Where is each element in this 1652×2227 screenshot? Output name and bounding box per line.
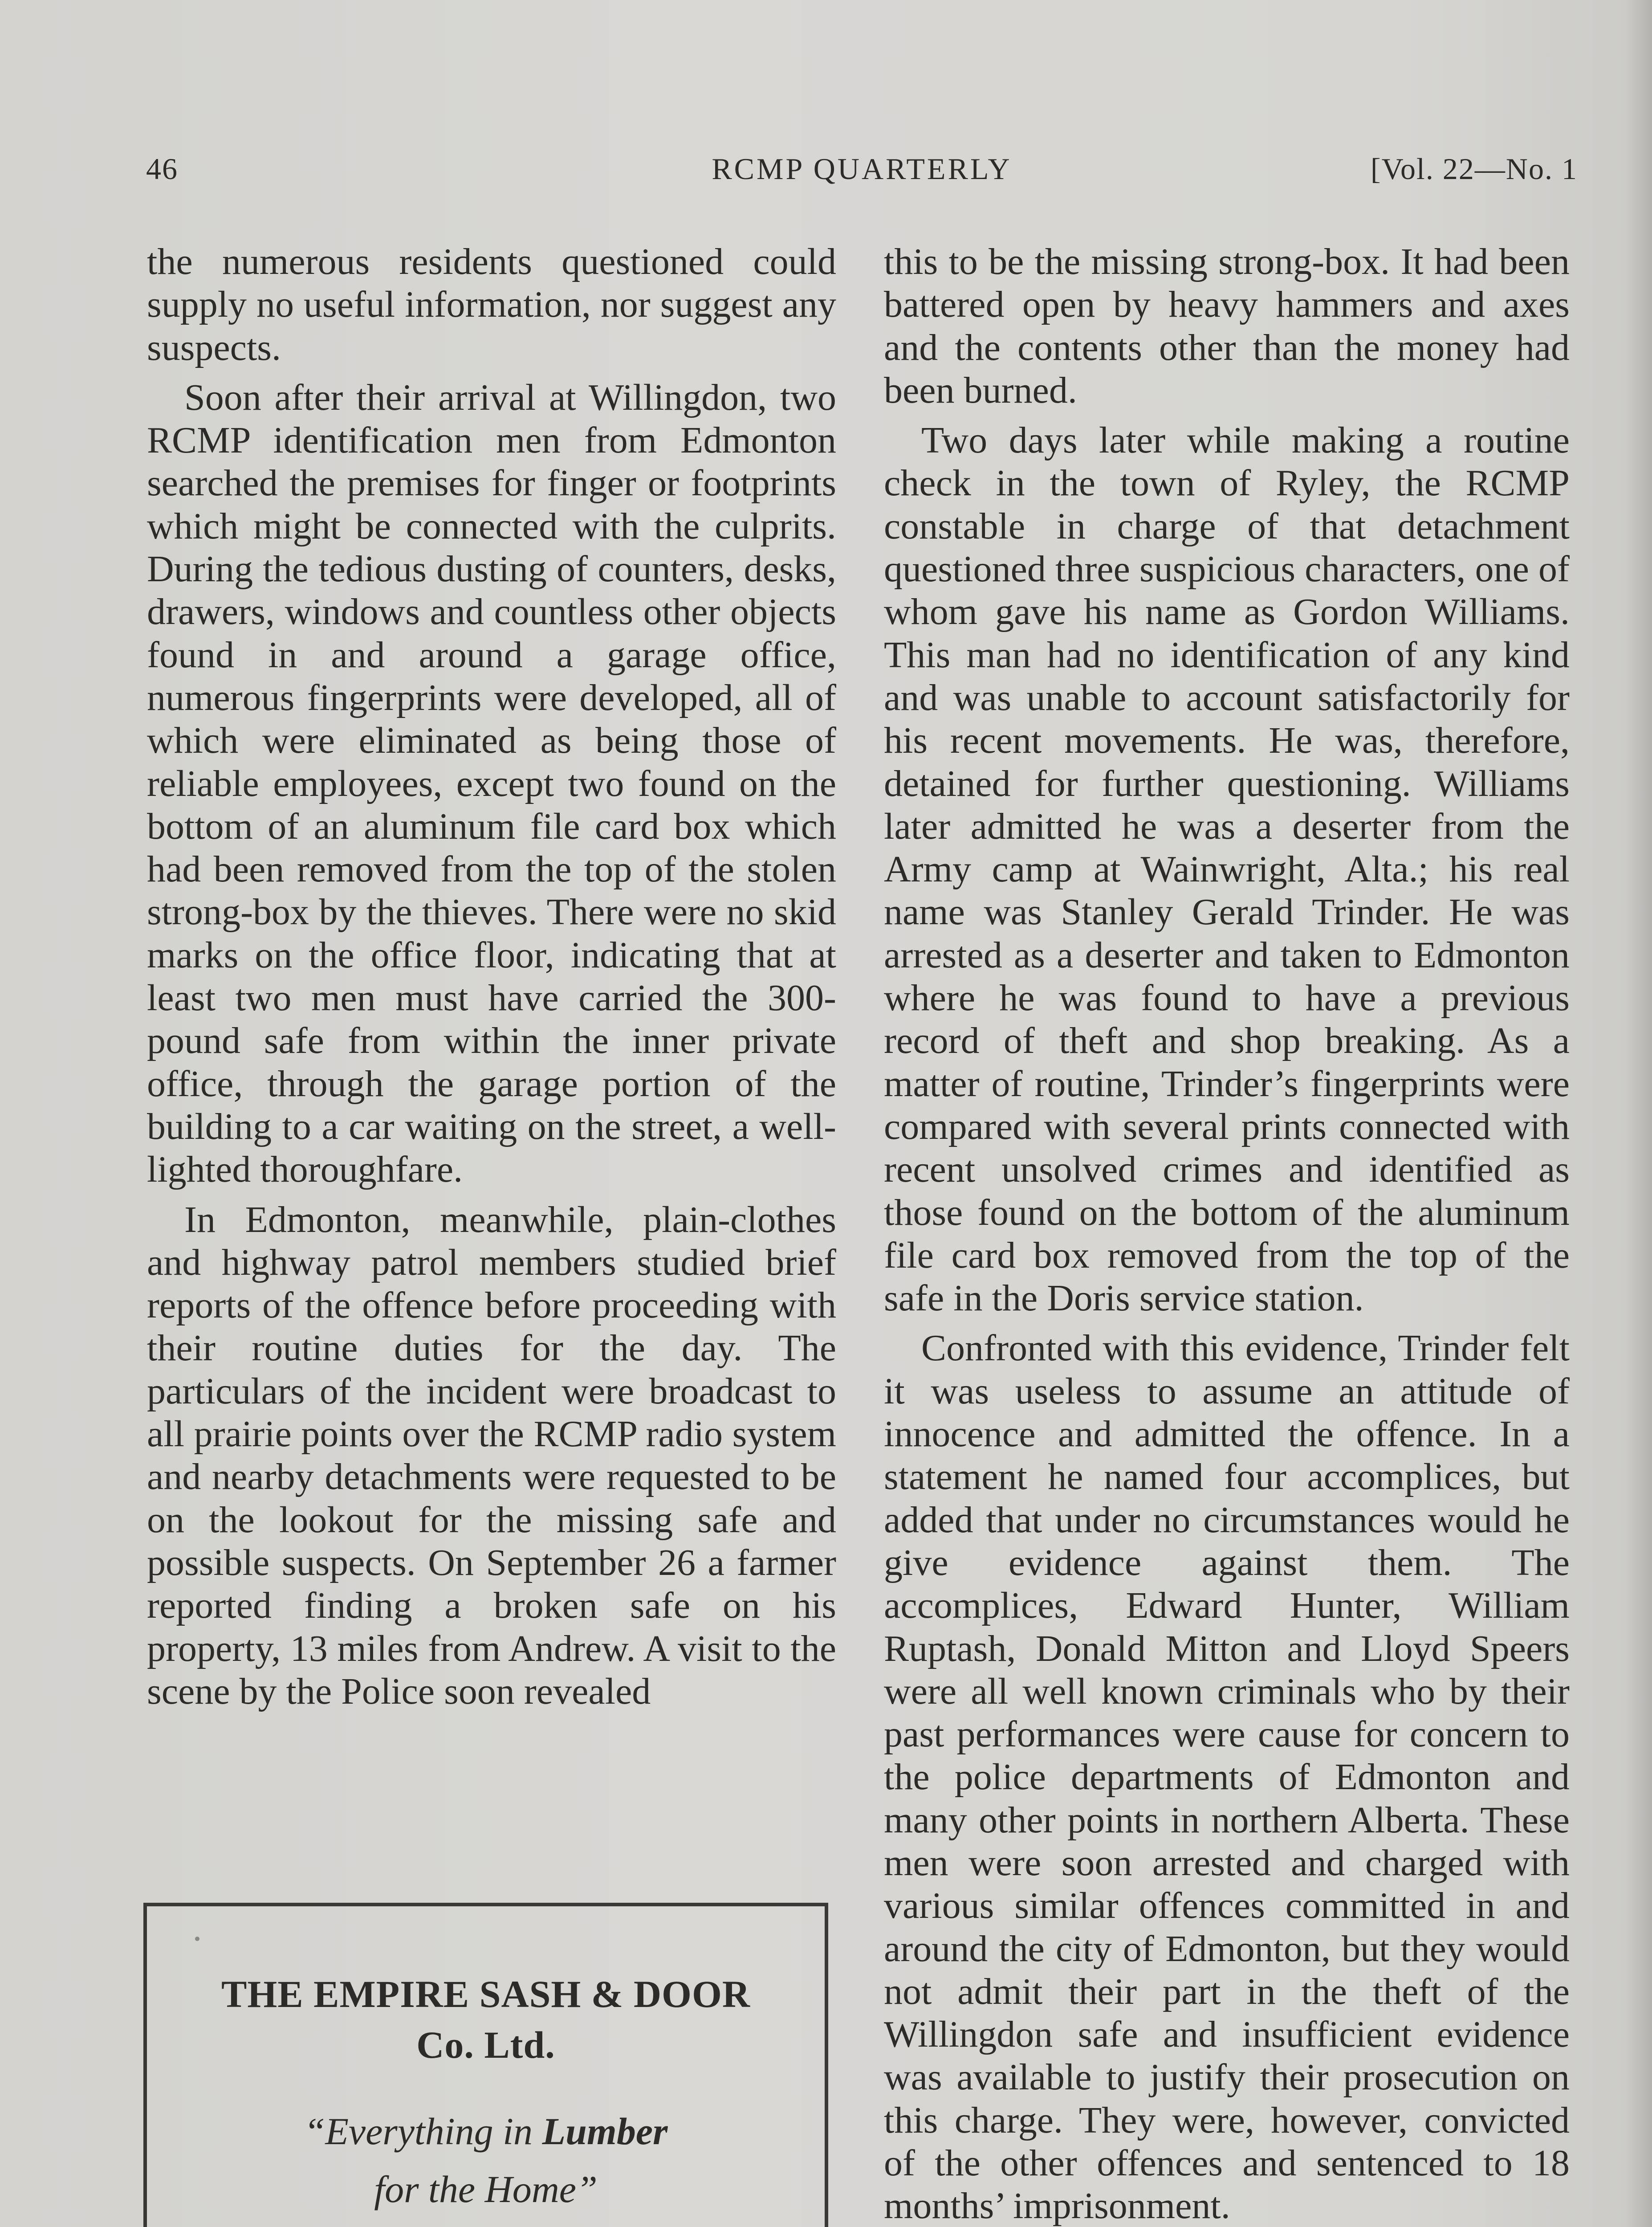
advertiser-name: [147, 1969, 825, 2070]
slogan-line2: for the Home”: [374, 2168, 598, 2211]
advertisement-box: [143, 1903, 828, 2227]
slogan-text: “Everything in: [304, 2110, 542, 2153]
journal-title: RCMP QUARTERLY: [712, 152, 1012, 186]
paragraph: Confronted with this evidence, Trinder felt it was useless to assume an attitude of innocence and admitted the offence. In a statement he named four accomplices, but added that under no circumstances would he give evidence against them. The accomplices, Edward Hunter, William Ruptash, Donald Mitton and Lloyd Speers were all well known criminals who by their past performances were cause for concern to the police departments of Edmonton and many other points in northern Alberta. These men were soon arrested and charged with various similar offences committed in and around the city of Edmonton, but they would not admit their part in the theft of the Willingdon safe and insufficient evidence was available to justify their prosecution on this charge. They were, however, convicted of the other offences and sentenced to 18 months’ imprisonment.: [884, 1327, 1570, 2227]
page-number: 46: [146, 152, 178, 186]
paragraph: Two days later while making a routine check in the town of Ryley, the RCMP constable in charge of that detachment questioned three suspicious characters, one of whom gave his name as Gordon Williams. This man had no identification of any kind and was unable to account satisfactorily for his recent movements. He was, therefore, detained for further questioning. Williams later admitted he was a deserter from the Army camp at Wainwright, Alta.; his real name was Stanley Gerald Trinder. He was arrested as a deserter and taken to Edmonton where he was found to have a previous record of theft and shop breaking. As a matter of routine, Trinder’s fingerprints were compared with several prints connected with recent unsolved crimes and identified as those found on the bottom of the aluminum file card box removed from the top of the safe in the Doris service station.: [884, 420, 1570, 1319]
volume-label: [Vol. 22—No. 1: [1371, 152, 1578, 186]
running-header: [146, 151, 1578, 196]
left-column: [147, 241, 836, 1720]
right-column: [884, 241, 1570, 2227]
paragraph: Soon after their arrival at Willingdon, two RCMP identification men from Edmonton searched the premises for finger or footprints which might be connected with the culprits. During the tedious dusting of counters, desks, drawers, windows and countless other objects found in and around a garage office, numerous fingerprints were developed, all of which were eliminated as being those of reliable employees, except two found on the bottom of an aluminum file card box which had been removed from the top of the stolen strong-box by the thieves. There were no skid marks on the office floor, indicating that at least two men must have carried the 300-pound safe from within the inner private office, through the garage portion of the building to a car waiting on the street, a well-lighted thoroughfare.: [147, 376, 836, 1191]
print-speck: [195, 1937, 199, 1941]
page-edge-shadow: [1625, 0, 1652, 2227]
slogan-line1: [147, 2102, 825, 2160]
paragraph: the numerous residents questioned could supply no useful information, nor suggest any suspects.: [147, 241, 836, 368]
advertiser-name-line2: Co. Ltd.: [416, 2023, 555, 2066]
advertisement-slogan: [147, 2102, 825, 2218]
advertiser-name-line1: THE EMPIRE SASH & DOOR: [221, 1973, 750, 2015]
slogan-bold-word: Lumber: [542, 2110, 668, 2153]
paragraph: this to be the missing strong-box. It had been battered open by heavy hammers and axes and the contents other than the money had been burned.: [884, 241, 1570, 411]
paragraph: In Edmonton, meanwhile, plain-clothes and highway patrol members studied brief reports of the offence before proceeding with their routine duties for the day. The particulars of the incident were broadcast to all prairie points over the RCMP radio system and nearby detachments were requested to be on the lookout for the missing safe and possible suspects. On September 26 a farmer reported finding a broken safe on his property, 13 miles from Andrew. A visit to the scene by the Police soon revealed: [147, 1199, 836, 1712]
